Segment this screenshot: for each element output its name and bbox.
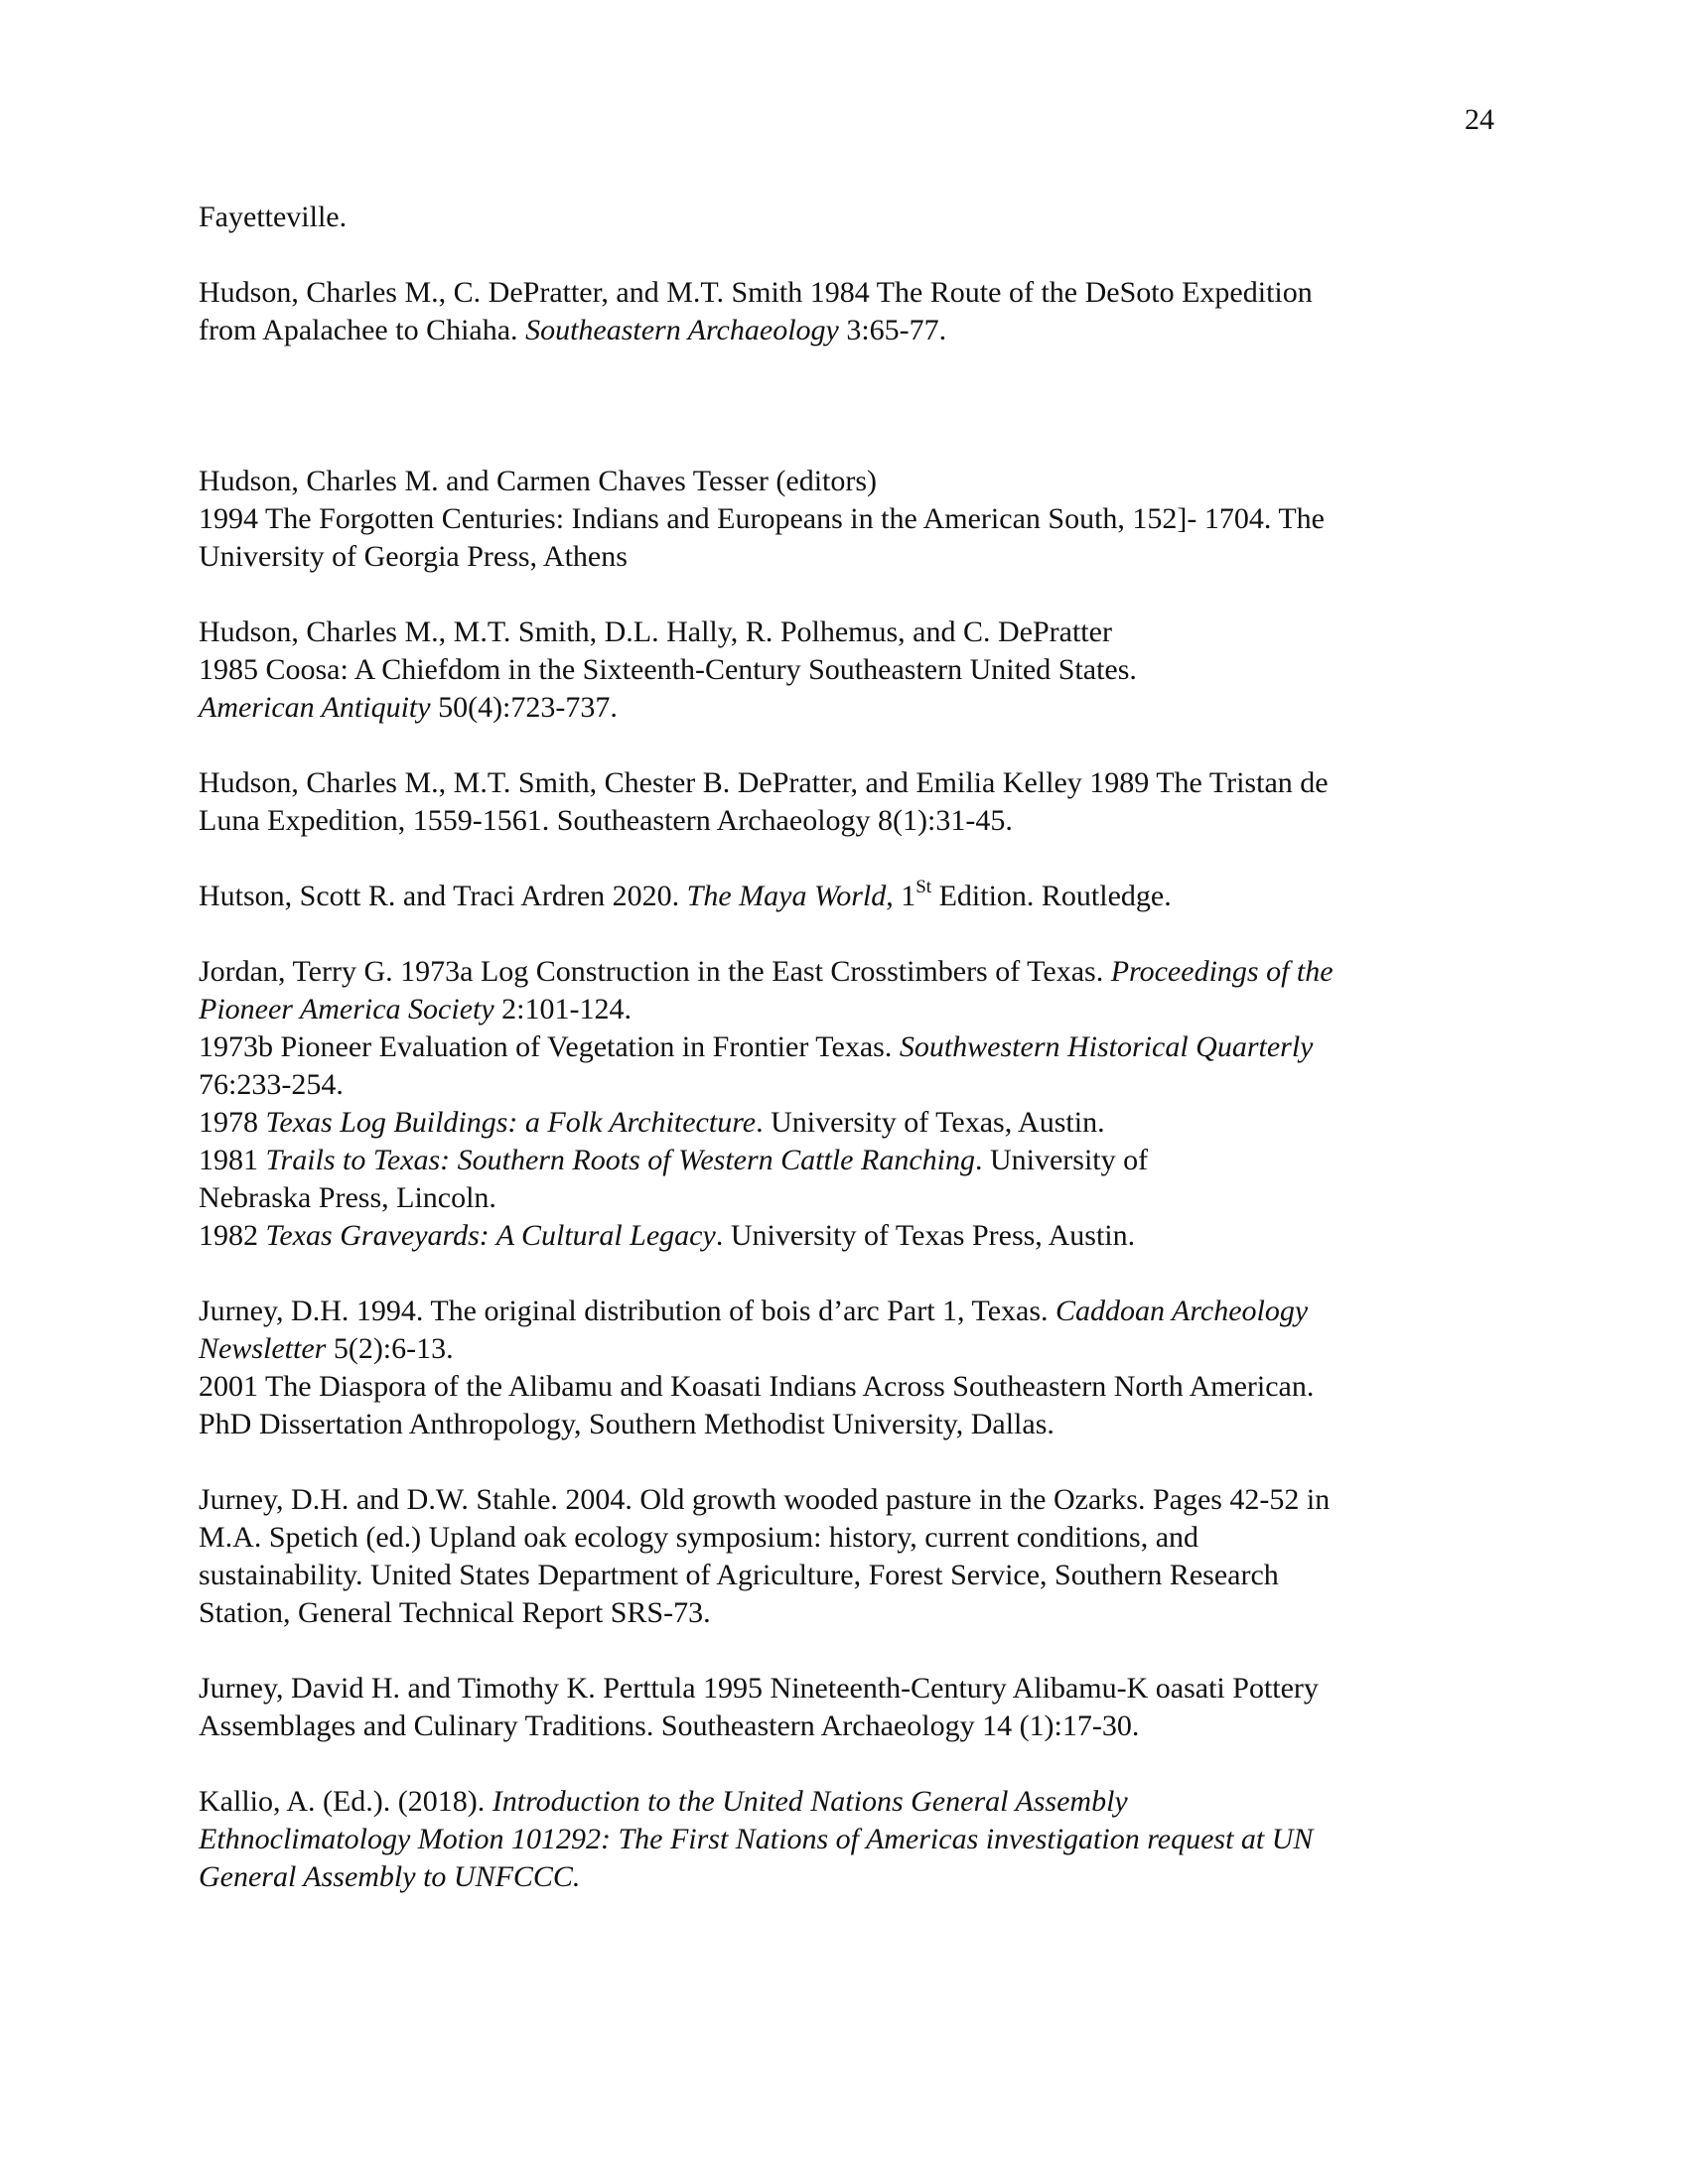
reference-entry [199, 1481, 1489, 1632]
reference-line [199, 1821, 1489, 1858]
reference-line: Jurney, D.H. and D.W. Stahle. 2004. Old growth wooded pasture in the Ozarks. Pages 42-52 in [199, 1483, 1331, 1516]
reference-entry [199, 1670, 1489, 1745]
reference-line: 1973b Pioneer Evaluation of Vegetation in Frontier Texas. Southwestern Historical Quarterly [199, 1030, 1314, 1063]
book-title: Texas Graveyards: A Cultural Legacy [265, 1219, 716, 1252]
reference-line: Hudson, Charles M., M.T. Smith, Chester B. DePratter, and Emilia Kelley 1989 The Tristan de [199, 766, 1329, 799]
reference-line: Jurney, D.H. 1994. The original distribution of bois d’arc Part 1, Texas. Caddoan Archeology [199, 1295, 1309, 1327]
journal-title: Pioneer America Society [199, 993, 494, 1025]
reference-line: Jordan, Terry G. 1973a Log Construction in the East Crosstimbers of Texas. Proceedings of the [199, 955, 1334, 988]
journal-title: Southeastern Archaeology [525, 314, 839, 346]
reference-entry [199, 878, 1489, 915]
reference-line [199, 1858, 1489, 1896]
reference-line: sustainability. United States Department of Agriculture, Forest Service, Southern Research [199, 1559, 1279, 1591]
reference-entry [199, 1783, 1489, 1896]
book-title: Introduction to the United Nations General Assembly [492, 1785, 1128, 1818]
journal-title: Southwestern Historical Quarterly [899, 1030, 1314, 1063]
reference-line: 1982 Texas Graveyards: A Cultural Legacy. University of Texas Press, Austin. [199, 1219, 1136, 1252]
reference-line: Pioneer America Society 2:101-124. [199, 993, 632, 1025]
reference-entry [199, 614, 1489, 727]
reference-line: Assemblages and Culinary Traditions. Southeastern Archaeology 14 (1):17-30. [199, 1709, 1140, 1742]
reference-line: 1985 Coosa: A Chiefdom in the Sixteenth-Century Southeastern United States. [199, 653, 1137, 686]
reference-entry [199, 953, 1489, 1255]
reference-line: American Antiquity 50(4):723-737. [199, 691, 618, 724]
journal-title: Caddoan Archeology [1055, 1295, 1309, 1327]
journal-title: American Antiquity [199, 691, 431, 724]
reference-line: Fayetteville. [199, 201, 348, 233]
reference-line: PhD Dissertation Anthropology, Southern Methodist University, Dallas. [199, 1408, 1055, 1440]
reference-line: 2001 The Diaspora of the Alibamu and Koasati Indians Across Southeastern North American. [199, 1370, 1315, 1403]
book-title: Ethnoclimatology Motion 101292: The First Nations of Americas investigation request at UN [199, 1823, 1314, 1855]
reference-line: 1994 The Forgotten Centuries: Indians and Europeans in the American South, 152]- 1704. The [199, 502, 1325, 535]
reference-line: 76:233-254. [199, 1068, 344, 1101]
reference-line: Nebraska Press, Lincoln. [199, 1181, 496, 1214]
reference-line: Luna Expedition, 1559-1561. Southeastern Archaeology 8(1):31-45. [199, 804, 1013, 837]
reference-line: Hutson, Scott R. and Traci Ardren 2020. The Maya World, 1St Edition. Routledge. [199, 877, 1172, 912]
superscript: St [915, 877, 932, 897]
reference-line: Station, General Technical Report SRS-73. [199, 1596, 711, 1629]
reference-entry [199, 463, 1489, 576]
reference-entry [199, 1293, 1489, 1443]
reference-line: M.A. Spetich (ed.) Upland oak ecology symposium: history, current conditions, and [199, 1521, 1199, 1554]
reference-line: 1978 Texas Log Buildings: a Folk Architecture. University of Texas, Austin. [199, 1106, 1105, 1139]
page-number: 24 [1465, 103, 1494, 136]
reference-line: Hudson, Charles M., C. DePratter, and M.T. Smith 1984 The Route of the DeSoto Expedition [199, 276, 1313, 309]
reference-entry [199, 274, 1489, 349]
book-title: Trails to Texas: Southern Roots of Western Cattle Ranching [265, 1144, 975, 1176]
reference-line: Hudson, Charles M. and Carmen Chaves Tesser (editors) [199, 465, 878, 497]
bibliography [199, 199, 1489, 1896]
reference-line: 1981 Trails to Texas: Southern Roots of Western Cattle Ranching. University of [199, 1144, 1149, 1176]
book-title: Texas Log Buildings: a Folk Architecture [265, 1106, 757, 1139]
reference-entry [199, 199, 1489, 236]
book-title: The Maya World [686, 880, 887, 912]
reference-entry [199, 764, 1489, 840]
book-title: General Assembly to UNFCCC. [199, 1860, 581, 1893]
reference-line: University of Georgia Press, Athens [199, 540, 628, 573]
reference-line: Newsletter 5(2):6-13. [199, 1332, 454, 1365]
reference-line: Hudson, Charles M., M.T. Smith, D.L. Hally, R. Polhemus, and C. DePratter [199, 615, 1112, 648]
reference-line: Jurney, David H. and Timothy K. Perttula 1995 Nineteenth-Century Alibamu-K oasati Pottery [199, 1672, 1319, 1705]
journal-title: Newsletter [199, 1332, 327, 1365]
reference-line: Kallio, A. (Ed.). (2018). Introduction to the United Nations General Assembly [199, 1785, 1128, 1818]
reference-line: from Apalachee to Chiaha. Southeastern Archaeology 3:65-77. [199, 314, 947, 346]
journal-title: Proceedings of the [1110, 955, 1334, 988]
